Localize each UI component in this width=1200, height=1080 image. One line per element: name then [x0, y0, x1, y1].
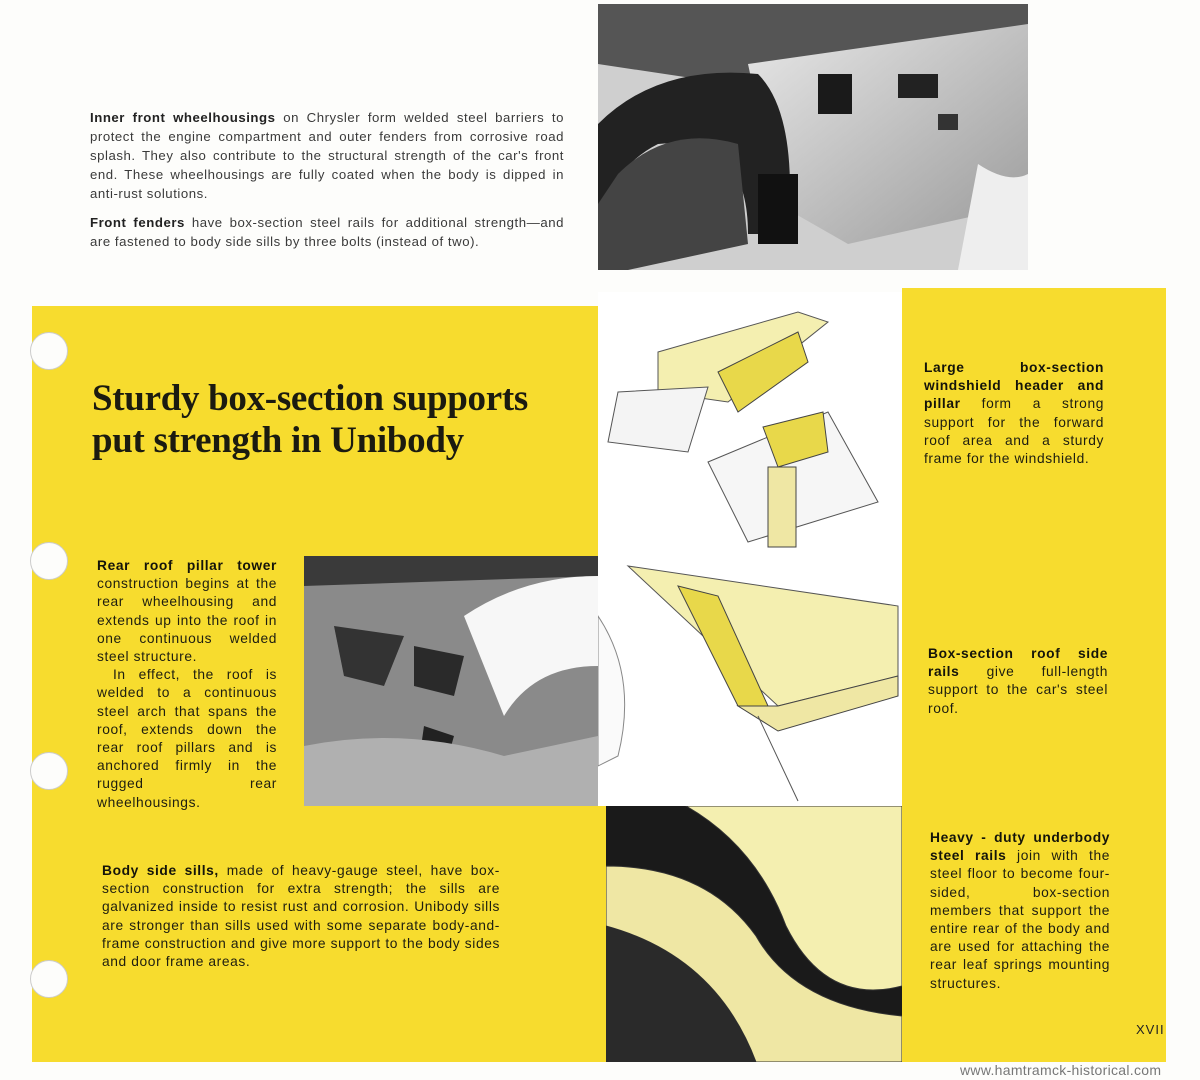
- rear-pillar-photo: [304, 556, 598, 806]
- underbody-paragraph: [930, 829, 1110, 993]
- roof-side-rail-illustration: [598, 556, 902, 806]
- binder-hole-4: [30, 960, 68, 998]
- title-line-2: put strength in Unibody: [92, 420, 464, 461]
- intro-text: [90, 108, 564, 261]
- sills-heading: Body side sills,: [102, 863, 219, 878]
- rear-pillar-text: [97, 557, 277, 812]
- binder-hole-1: [30, 332, 68, 370]
- wheelhousings-body: on Chrysler form welded steel barriers to protect the engine compartment and outer fenders from corrosive road splash. They also contribute to the structural strength of the car's front end. These wheelhousings are fully coated when the body is dipped in anti-rust solutions.: [90, 110, 564, 201]
- binder-hole-3: [30, 752, 68, 790]
- rear-pillar-heading: Rear roof pillar tower: [97, 558, 277, 573]
- fenders-paragraph: [90, 213, 564, 251]
- sills-text: [102, 862, 500, 971]
- wheelhousings-paragraph: [90, 108, 564, 203]
- windshield-body: form a strong support for the forward roof area and a sturdy frame for the windshield.: [924, 396, 1104, 467]
- sills-paragraph: [102, 862, 500, 971]
- rear-pillar-body: construction begins at the rear wheelhousing and extends up into the roof in one continuous welded steel structure.: [97, 576, 277, 665]
- watermark: www.hamtramck-historical.com: [960, 1062, 1162, 1078]
- roof-rails-text: [928, 645, 1108, 718]
- page-title: [92, 378, 592, 462]
- fenders-body: have box-section steel rails for additional strength—and are fastened to body side sills by three bolts (instead of two).: [90, 215, 564, 249]
- binder-hole-2: [30, 542, 68, 580]
- windshield-paragraph: [924, 359, 1104, 468]
- underbody-rail-illustration: [606, 806, 902, 1062]
- windshield-pillar-illustration: [598, 292, 902, 556]
- fenders-heading: Front fenders: [90, 215, 185, 230]
- wheelhousing-illustration: [598, 4, 1028, 270]
- rear-pillar-paragraph-1: [97, 557, 277, 666]
- page-number: XVII: [1136, 1022, 1165, 1037]
- windshield-text: [924, 359, 1104, 468]
- wheelhousings-heading: Inner front wheelhousings: [90, 110, 276, 125]
- wheelhousing-photo: [598, 4, 1028, 270]
- roof-rails-heading: Box-section roof side rails: [928, 646, 1108, 680]
- sills-body: made of heavy-gauge steel, have box-section construction for extra strength; the sills are galvanized inside to resist rust and corrosion. Unibody sills are stronger than sills used with some separate body-and-frame construction and give more support to the body sides and door frame areas.: [102, 863, 501, 970]
- title-line-1: Sturdy box-section supports: [92, 378, 528, 419]
- roof-rails-paragraph: [928, 645, 1108, 718]
- underbody-body: join with the steel floor to become four-sided, box-section members that support the entire rear of the body and are used for attaching the rear leaf springs mounting structures.: [930, 848, 1111, 991]
- underbody-heading: Heavy - duty underbody steel rails: [930, 830, 1110, 864]
- windshield-heading: Large box-section windshield header and pillar: [924, 360, 1104, 412]
- roof-rails-body: give full-length support to the car's steel roof.: [928, 664, 1108, 716]
- underbody-text: [930, 829, 1110, 993]
- rear-pillar-paragraph-2: In effect, the roof is welded to a continuous steel arch that spans the roof, extends down the rear roof pillars and is anchored firmly in the rugged rear wheelhousings.: [97, 667, 277, 810]
